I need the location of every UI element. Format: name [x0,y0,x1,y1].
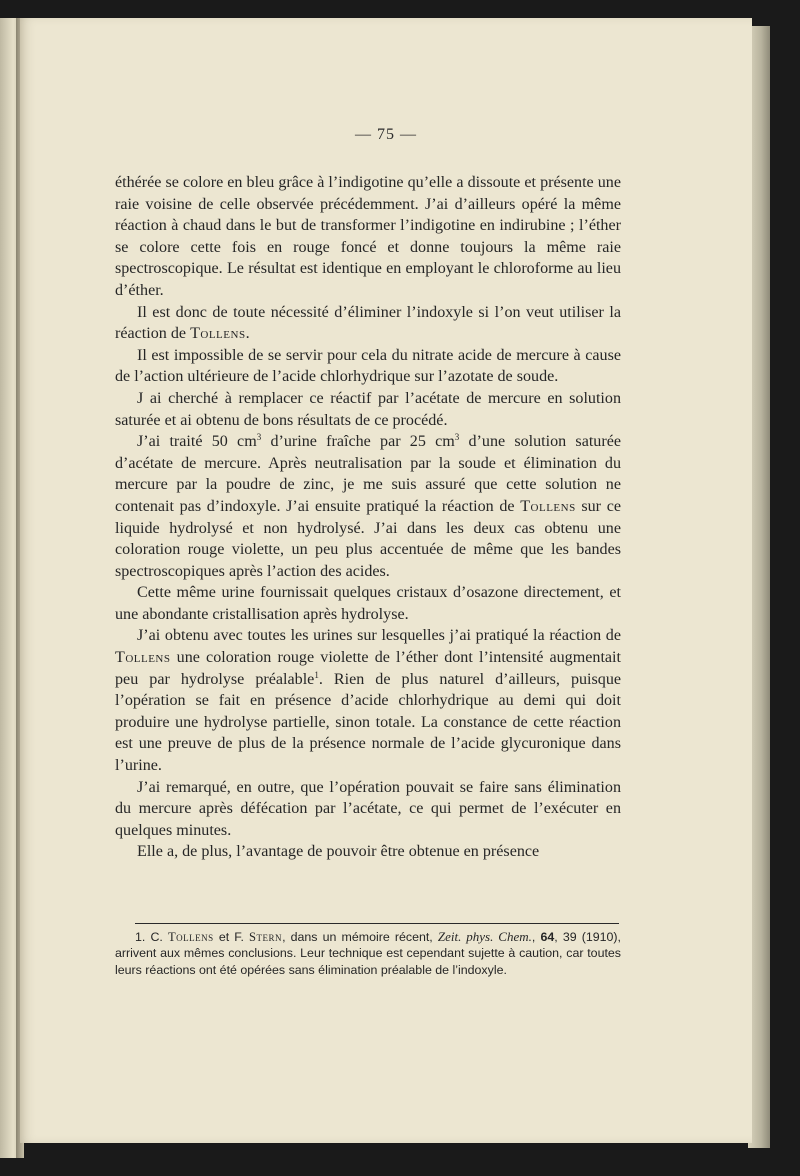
paragraph-7: J’ai obtenu avec toutes les urines sur lesquelles j’ai pratiqué la réaction de Tollens une coloration rouge violette de l’éther dont l’intensité augmentait peu par hydrolyse préalable$^1$. Rien de plus naturel d’ailleurs, puisque l’opération se fait en présence d’acide chlorhydrique au demi qui doit produire une hydrolyse partielle, sinon totale. La constance de cette réaction est une preuve de plus de la présence normale de l’acide glycuronique dans l’urine. [115,627,622,775]
body-text [115,172,621,863]
paragraph-4: J ai cherché à remplacer ce réactif par l’acétate de mercure en solution saturée et ai obtenu de bons résultats de ce procédé. [115,389,621,429]
paragraph-6: Cette même urine fournissait quelques cristaux d’osazone directement, et une abondante cristallisation après hydrolyse. [115,584,621,623]
paragraph-8: J’ai remarqué, en outre, que l’opération pouvait se faire sans élimination du mercure après défécation par l’acétate, ce qui permet de l’exécuter en quelques minutes. [115,778,621,839]
book-page [20,18,752,1143]
paragraph-9: Elle a, de plus, l’avantage de pouvoir être obtenue en présence [137,843,540,861]
paragraph-5: J’ai traité 50 $cm^3$ d’urine fraîche par 25 $cm^3$ d’une solution saturée d’acétate de mercure. Après neutralisation par la soude et élimination du mercure par la poudre de zinc, je me suis assuré que cette solution ne contenait pas d’indoxyle. J’ai ensuite pratiqué la réaction de Tollens sur ce liquide hydrolysé et non hydrolysé. J’ai dans les deux cas obtenu une coloration rouge violette, un peu plus accentuée de même que les bandes spectroscopiques après l’action des acides. [115,432,622,580]
page-number: — 75 — [355,126,417,143]
footnote: 1. C. Tollens et F. Stern, dans un mémoire récent, Zeit. phys. Chem., 64, 39 (1910), arrivent aux mêmes conclusions. Leur technique est cependant sujette à caution, car toutes leurs réactions ont été opérées sans élimination préalable de l’indoxyle. [115,929,622,977]
paragraph-1: éthérée se colore en bleu grâce à l’indigotine qu’elle a dissoute et présente une raie voisine de celle observée précédemment. J’ai d’ailleurs opéré la même réaction à chaud dans le but de transformer l’indigotine en indirubine ; l’éther se colore cette fois en rouge foncé et donne toujours la même raie spectroscopique. Le résultat est identique en employant le chloroforme au lieu d’éther. [115,174,621,299]
paragraph-3: Il est impossible de se servir pour cela du nitrate acide de mercure à cause de l’action ultérieure de l’acide chlorhydrique sur l’azotate de soude. [115,346,621,386]
paragraph-2: Il est donc de toute nécessité d’éliminer l’indoxyle si l’on veut utiliser la réaction de Tollens. [115,303,621,343]
footnote-rule [135,923,619,924]
